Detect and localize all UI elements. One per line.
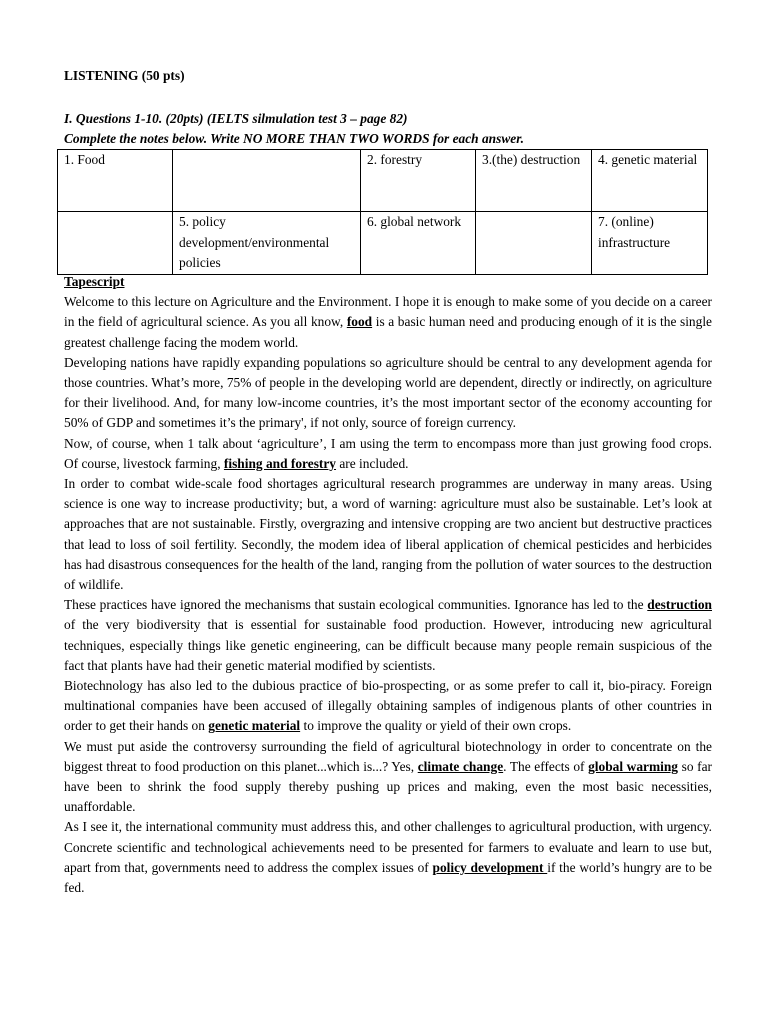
table-cell: 4. genetic material [592,150,708,212]
tapescript-paragraph: We must put aside the controversy surrounding the field of agricultural biotechnology in order to concentrate on the biggest threat to food production on this planet...which is...? Yes, climate change. The effects of global warming so far have been to shrink the food supply thereby pushing up prices and making, even the most basic necessities, unaffordable. [64,738,713,815]
question-title: I. Questions 1-10. (20pts) (IELTS silmulation test 3 – page 82) [64,111,408,126]
table-cell [58,212,173,275]
table-cell [173,150,361,212]
table-row [58,212,708,275]
table-cell [476,212,592,275]
tapescript-title: Tapescript [64,274,125,289]
tapescript [64,272,712,898]
answer-keyword: climate change [417,758,504,774]
instructions: Complete the notes below. Write NO MORE THAN TWO WORDS for each answer. [64,131,525,146]
notes-table [57,149,708,275]
tapescript-paragraph: In order to combat wide-scale food shortages agricultural research programmes are underway in many areas. Using science is one way to increase productivity; but, a word of warning: agriculture must also be sustainable. Let’s look at approaches that are not sustainable. Firstly, overgrazing and intensive cropping are two ancient but destructive practices that lead to loss of soil fertility. Secondly, the modem idea of liberal application of chemical pesticides and herbicides has had disastrous consequences for the health of the land, ranging from the pollution of water sources to the destruction of wildlife. [64,476,712,593]
answer-keyword: food [346,314,373,330]
tapescript-paragraph: These practices have ignored the mechanisms that sustain ecological communities. Ignorance has led to the destruction of the very biodiversity that is essential for sustainable food production. However, introducing new agricultural techniques, especially things like genetic engineering, can be difficult because many people remain suspicious of the fact that plants have had their genetic material modified by scientists. [64,597,712,673]
answer-keyword: genetic material [208,718,301,734]
tapescript-paragraph: Biotechnology has also led to the dubious practice of bio-prospecting, or as some prefer to call it, bio-piracy. Foreign multinational companies have been accused of illegally obtaining samples of indigenous plants of other countries in order to get their hands on genetic material to improve the quality or yield of their own crops. [64,678,712,734]
answer-keyword: policy development [432,859,548,875]
answer-keyword: destruction [647,597,712,613]
table-cell: 3.(the) destruction [476,150,592,212]
table-cell: 1. Food [58,150,173,212]
table-cell: 5. policy development/environmental policies [173,212,361,275]
table-cell: 6. global network [361,212,476,275]
tapescript-paragraph: Developing nations have rapidly expanding populations so agriculture should be central to any development agenda for those countries. What’s more, 75% of people in the developing world are dependent, directly or indirectly, on agriculture for their livelihood. And, for many low-income countries, it’s the most important sector of the economy accounting for 50% of GDP and sometimes it’s the primary', if not only, source of foreign currency. [64,354,712,431]
table-row [58,150,708,212]
section-heading: LISTENING (50 pts) [64,68,185,83]
answer-keyword: fishing and forestry [223,455,337,471]
table-cell: 2. forestry [361,150,476,212]
tapescript-paragraph: As I see it, the international community must address this, and other challenges to agricultural production, with urgency. Concrete scientific and technological achievements need to be presented for farmers to evaluate and learn to use but, apart from that, governments need to address the complex issues of policy development if the world’s hungry are to be fed. [64,819,712,896]
tapescript-paragraph: Welcome to this lecture on Agriculture and the Environment. I hope it is enough to make some of you decide on a career in the field of agricultural science. As you all know, food is a basic human need and producing enough of it is the single greatest challenge facing the modem world. [64,294,712,350]
table-cell: 7. (online) infrastructure [592,212,708,275]
tapescript-paragraph: Now, of course, when 1 talk about ‘agriculture’, I am using the term to encompass more than just growing food crops. Of course, livestock farming, fishing and forestry are included. [64,435,712,471]
answer-keyword: global warming [588,758,679,774]
